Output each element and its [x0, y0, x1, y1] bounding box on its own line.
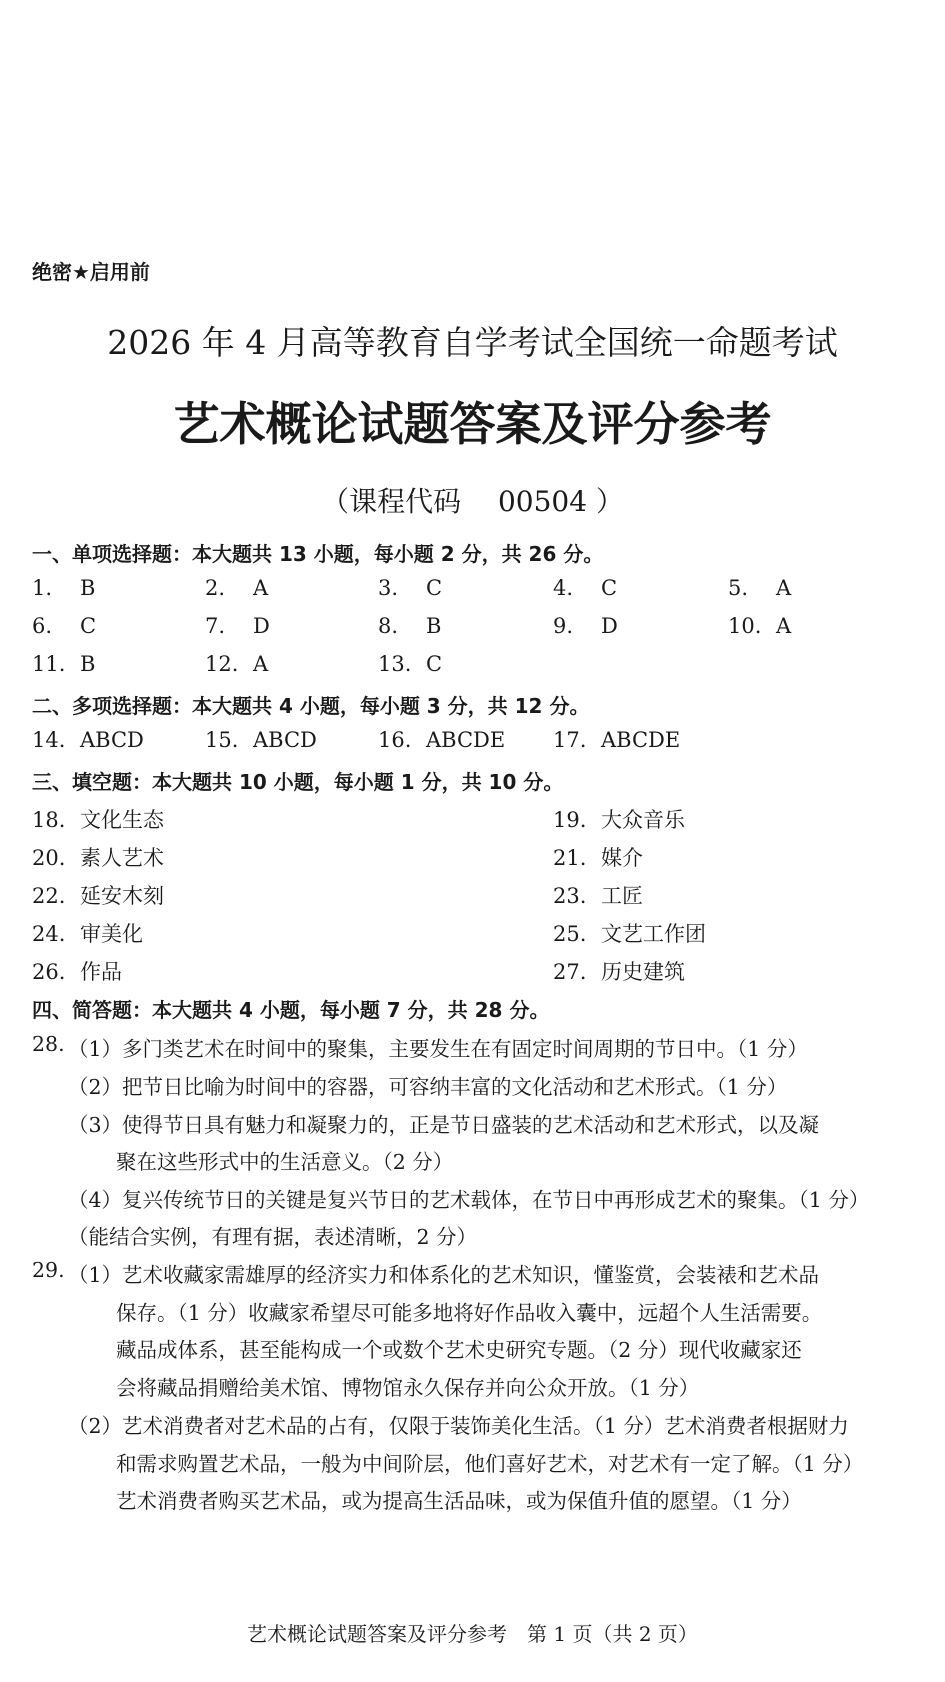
- answer-number: 3.: [378, 576, 399, 600]
- answer-item: [205, 652, 268, 676]
- answer-number: 18.: [32, 808, 66, 832]
- answer-item: [32, 956, 122, 986]
- answer-item: [32, 918, 143, 948]
- answer-item: [553, 804, 685, 834]
- course-code: （课程代码 00504 ）: [321, 485, 624, 518]
- answer-value: 素人艺术: [80, 846, 164, 870]
- answer-item: [32, 728, 144, 752]
- answer-value: C: [80, 614, 97, 638]
- section-heading-short-answer: 四、简答题：本大题共 4 小题，每小题 7 分，共 28 分。: [32, 998, 550, 1022]
- answer-item: [728, 576, 791, 600]
- answer-item: [32, 614, 96, 638]
- answer-item: [553, 576, 617, 600]
- page-footer: 艺术概论试题答案及评分参考 第 1 页（共 2 页）: [247, 1622, 698, 1646]
- answer-item: [378, 652, 442, 676]
- answer-value: A: [253, 652, 269, 676]
- answer-value: B: [426, 614, 442, 638]
- answer-value: 文化生态: [80, 808, 164, 832]
- answer-number: 9.: [553, 614, 574, 638]
- answer-line: 藏品成体系，甚至能构成一个或数个艺术史研究专题。（2 分）现代收藏家还: [116, 1338, 802, 1362]
- answer-item: [553, 918, 706, 948]
- answer-number: 20.: [32, 846, 66, 870]
- answer-item: [378, 728, 505, 752]
- answer-item: [553, 728, 680, 752]
- answer-value: 历史建筑: [601, 960, 685, 984]
- answer-line: 保存。（1 分）收藏家希望尽可能多地将好作品收入囊中，远超个人生活需要。: [116, 1301, 823, 1325]
- answer-value: 工匠: [601, 884, 643, 908]
- answer-line: （2）把节日比喻为时间中的容器，可容纳丰富的文化活动和艺术形式。（1 分）: [68, 1075, 788, 1099]
- answer-value: A: [776, 576, 792, 600]
- answer-value: 文艺工作团: [601, 922, 706, 946]
- answer-number: 22.: [32, 884, 66, 908]
- answer-number: 7.: [205, 614, 226, 638]
- answer-item: [205, 576, 268, 600]
- answer-value: A: [776, 614, 792, 638]
- answer-number: 13.: [378, 652, 412, 676]
- answer-value: 延安木刻: [80, 884, 164, 908]
- question-number: 29.: [32, 1258, 65, 1282]
- secret-mark: 绝密★启用前: [32, 260, 150, 284]
- answer-line: （能结合实例，有理有据，表述清晰，2 分）: [68, 1225, 478, 1249]
- answer-number: 26.: [32, 960, 66, 984]
- answer-value: D: [601, 614, 618, 638]
- answer-item: [378, 576, 442, 600]
- answer-item: [553, 956, 685, 986]
- answer-value: ABCDE: [601, 728, 681, 752]
- page-title: 艺术概论试题答案及评分参考: [173, 397, 772, 451]
- answer-line: （1）艺术收藏家需雄厚的经济实力和体系化的艺术知识，懂鉴赏，会装裱和艺术品: [68, 1263, 820, 1287]
- answer-number: 15.: [205, 728, 239, 752]
- answer-value: 大众音乐: [601, 808, 685, 832]
- answer-line: 聚在这些形式中的生活意义。（2 分）: [116, 1150, 454, 1174]
- answer-line: 会将藏品捐赠给美术馆、博物馆永久保存并向公众开放。（1 分）: [116, 1376, 700, 1400]
- exam-title: 2026 年 4 月高等教育自学考试全国统一命题考试: [107, 323, 838, 362]
- answer-number: 23.: [553, 884, 587, 908]
- answer-line: 和需求购置艺术品，一般为中间阶层，他们喜好艺术，对艺术有一定了解。（1 分）: [116, 1452, 864, 1476]
- answer-item: [728, 614, 791, 638]
- answer-number: 10.: [728, 614, 762, 638]
- answer-item: [378, 614, 441, 638]
- answer-line: 艺术消费者购买艺术品，或为提高生活品味，或为保值升值的愿望。（1 分）: [116, 1489, 802, 1513]
- answer-value: C: [426, 576, 443, 600]
- answer-number: 6.: [32, 614, 53, 638]
- answer-value: D: [253, 614, 270, 638]
- answer-number: 8.: [378, 614, 399, 638]
- answer-line: （4）复兴传统节日的关键是复兴节日的艺术载体，在节日中再形成艺术的聚集。（1 分）: [68, 1188, 870, 1212]
- answer-number: 16.: [378, 728, 412, 752]
- section-heading-multiple-choice: 二、多项选择题：本大题共 4 小题，每小题 3 分，共 12 分。: [32, 694, 590, 718]
- answer-value: C: [426, 652, 443, 676]
- answer-value: C: [601, 576, 618, 600]
- answer-item: [32, 842, 164, 872]
- answer-item: [553, 842, 643, 872]
- answer-number: 25.: [553, 922, 587, 946]
- answer-value: ABCD: [253, 728, 317, 752]
- answer-number: 1.: [32, 576, 53, 600]
- answer-value: 媒介: [601, 846, 643, 870]
- section-heading-fill-in: 三、填空题：本大题共 10 小题，每小题 1 分，共 10 分。: [32, 770, 564, 794]
- answer-line: （1）多门类艺术在时间中的聚集，主要发生在有固定时间周期的节日中。（1 分）: [68, 1037, 808, 1061]
- answer-value: A: [253, 576, 269, 600]
- answer-item: [32, 804, 164, 834]
- answer-item: [32, 652, 95, 676]
- answer-number: 24.: [32, 922, 66, 946]
- section-heading-single-choice: 一、单项选择题：本大题共 13 小题，每小题 2 分，共 26 分。: [32, 542, 604, 566]
- answer-number: 21.: [553, 846, 587, 870]
- answer-value: ABCD: [80, 728, 144, 752]
- answer-line: （3）使得节日具有魅力和凝聚力的，正是节日盛装的艺术活动和艺术形式，以及凝: [68, 1113, 820, 1137]
- answer-value: B: [80, 576, 96, 600]
- answer-item: [32, 880, 164, 910]
- answer-item: [553, 880, 643, 910]
- answer-item: [205, 614, 270, 638]
- answer-number: 5.: [728, 576, 749, 600]
- answer-number: 4.: [553, 576, 574, 600]
- answer-value: 审美化: [80, 922, 143, 946]
- answer-number: 12.: [205, 652, 239, 676]
- answer-item: [32, 576, 95, 600]
- answer-value: ABCDE: [426, 728, 506, 752]
- answer-value: 作品: [80, 960, 122, 984]
- answer-value: B: [80, 652, 96, 676]
- answer-number: 11.: [32, 652, 66, 676]
- question-number: 28.: [32, 1032, 65, 1056]
- answer-item: [205, 728, 317, 752]
- answer-number: 27.: [553, 960, 587, 984]
- answer-number: 17.: [553, 728, 587, 752]
- answer-number: 19.: [553, 808, 587, 832]
- answer-line: （2）艺术消费者对艺术品的占有，仅限于装饰美化生活。（1 分）艺术消费者根据财力: [68, 1414, 849, 1438]
- answer-item: [553, 614, 618, 638]
- answer-number: 2.: [205, 576, 226, 600]
- answer-number: 14.: [32, 728, 66, 752]
